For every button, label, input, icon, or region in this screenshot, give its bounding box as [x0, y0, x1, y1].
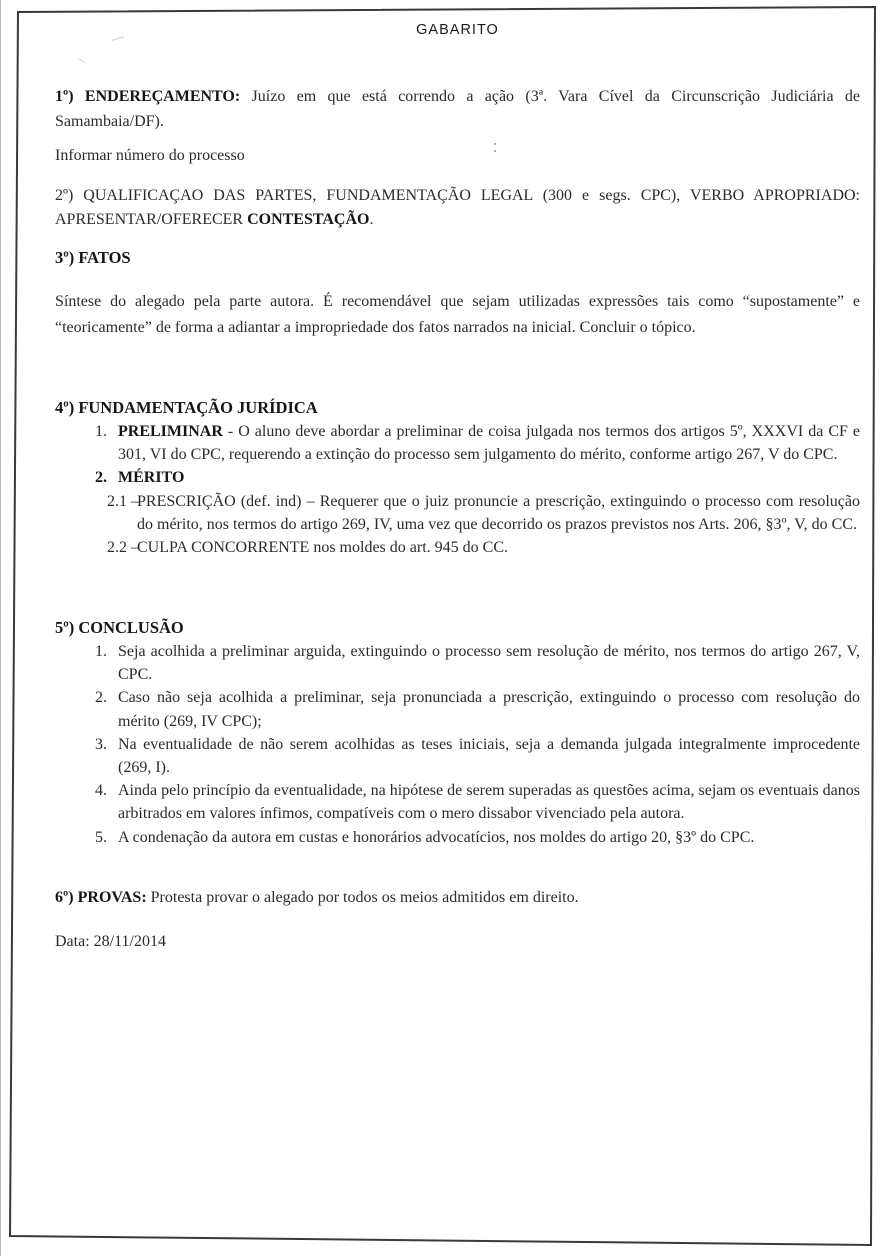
process-number-note: Informar número do processo	[55, 147, 245, 164]
conclusao-item-text: A condenação da autora em custas e honorários advocatícios, nos moldes do artigo 20, §3º do CPC.	[118, 828, 755, 846]
section-enderecamento	[55, 84, 860, 134]
item2-label: MÉRITO	[118, 469, 185, 487]
section3-heading: 3º) FATOS	[55, 248, 131, 267]
item-number: 1.	[95, 643, 107, 660]
section5-heading: 5º) CONCLUSÃO	[55, 618, 184, 637]
section-conclusao	[55, 616, 860, 849]
scanned-page	[55, 0, 860, 1256]
conclusao-item-3	[55, 733, 860, 779]
conclusao-item-text: Ainda pelo princípio da eventualidade, na hipótese de serem superadas as questões acima, sejam os eventuais danos arbitrados em valores ínfimos, compatíveis com o mero dissabor vivenciado pela autora.	[118, 782, 860, 823]
item1-label: PRELIMINAR	[118, 423, 223, 440]
section1-heading: 1º) ENDEREÇAMENTO:	[55, 88, 241, 105]
conclusao-item-text: Caso não seja acolhida a preliminar, seja pronunciada a prescrição, extinguindo o processo com resolução do mérito (269, IV CPC);	[118, 689, 860, 730]
item-number: 4.	[95, 782, 107, 800]
list-item-culpa-concorrente	[55, 536, 860, 559]
sub-item-2-1-text: PRESCRIÇÃO (def. ind) – Requerer que o juiz pronuncie a prescrição, extinguindo o processo com resolução do mérito, nos termos do artigo 269, IV, uma vez que decorrido os prazos previstos nos Arts. 206, §3º, V, do CC.	[137, 492, 860, 533]
sub-item-2-2-text: CULPA CONCORRENTE nos moldes do art. 945 do CC.	[137, 539, 508, 557]
section-qualificacao	[55, 184, 860, 232]
section1-body: Juízo em que está correndo a ação (3ª. Vara Cível da Circunscrição Judiciária de Samambaia/DF).	[55, 88, 861, 130]
conclusao-item-2	[55, 686, 860, 732]
section6-body: Protesta provar o alegado por todos os meios admitidos em direito.	[150, 889, 579, 906]
list-item-prescricao	[55, 490, 860, 536]
section4-heading: 4º) FUNDAMENTAÇÃO JURÍDICA	[55, 398, 318, 417]
item-number: 2.	[95, 469, 107, 487]
section2-text: 2º) QUALIFICAÇAO DAS PARTES, FUNDAMENTAÇÃO LEGAL (300 e segs. CPC), VERBO APROPRIADO: APRESENTAR/OFERECER	[55, 187, 860, 228]
section-provas	[55, 886, 860, 910]
section-fundamentacao-juridica	[55, 396, 860, 559]
section6-heading: 6º) PROVAS:	[55, 889, 147, 906]
section2-period: .	[369, 211, 374, 228]
item-number: 3.	[95, 735, 107, 753]
item-number: 2.1 –	[107, 492, 139, 510]
item1-text: - O aluno deve abordar a preliminar de coisa julgada nos termos dos artigos 5º, XXXVI da CF e 301, VI do CPC, requerendo a extinção do processo sem julgamento do mérito, conforme artigo 267, V do CPC.	[118, 423, 860, 464]
conclusao-item-5	[55, 826, 860, 849]
document-date: Data: 28/11/2014	[55, 933, 166, 950]
document-title: GABARITO	[416, 22, 499, 38]
section3-body: Síntese do alegado pela parte autora. É recomendável que sejam utilizadas expressões tais como “supostamente” e “teoricamente” de forma a adiantar a impropriedade dos fatos narrados na inicial. Concluir o tópico.	[55, 293, 860, 336]
conclusao-item-text: Na eventualidade de não serem acolhidas as teses iniciais, seja a demanda julgada integralmente improcedente (269, I).	[118, 735, 860, 777]
conclusao-item-1	[55, 640, 860, 686]
list-item-merito	[55, 466, 860, 489]
item-number: 2.	[95, 689, 107, 707]
conclusao-item-4	[55, 779, 860, 825]
item-number: 2.2 –	[107, 539, 139, 557]
list-item-preliminar	[55, 420, 860, 466]
item-number: 1.	[95, 423, 107, 440]
item-number: 5.	[95, 828, 107, 846]
conclusao-item-text: Seja acolhida a preliminar arguida, extinguindo o processo sem resolução de mérito, nos termos do artigo 267, V, CPC.	[118, 643, 860, 684]
section2-bold-term: CONTESTAÇÃO	[247, 211, 370, 228]
